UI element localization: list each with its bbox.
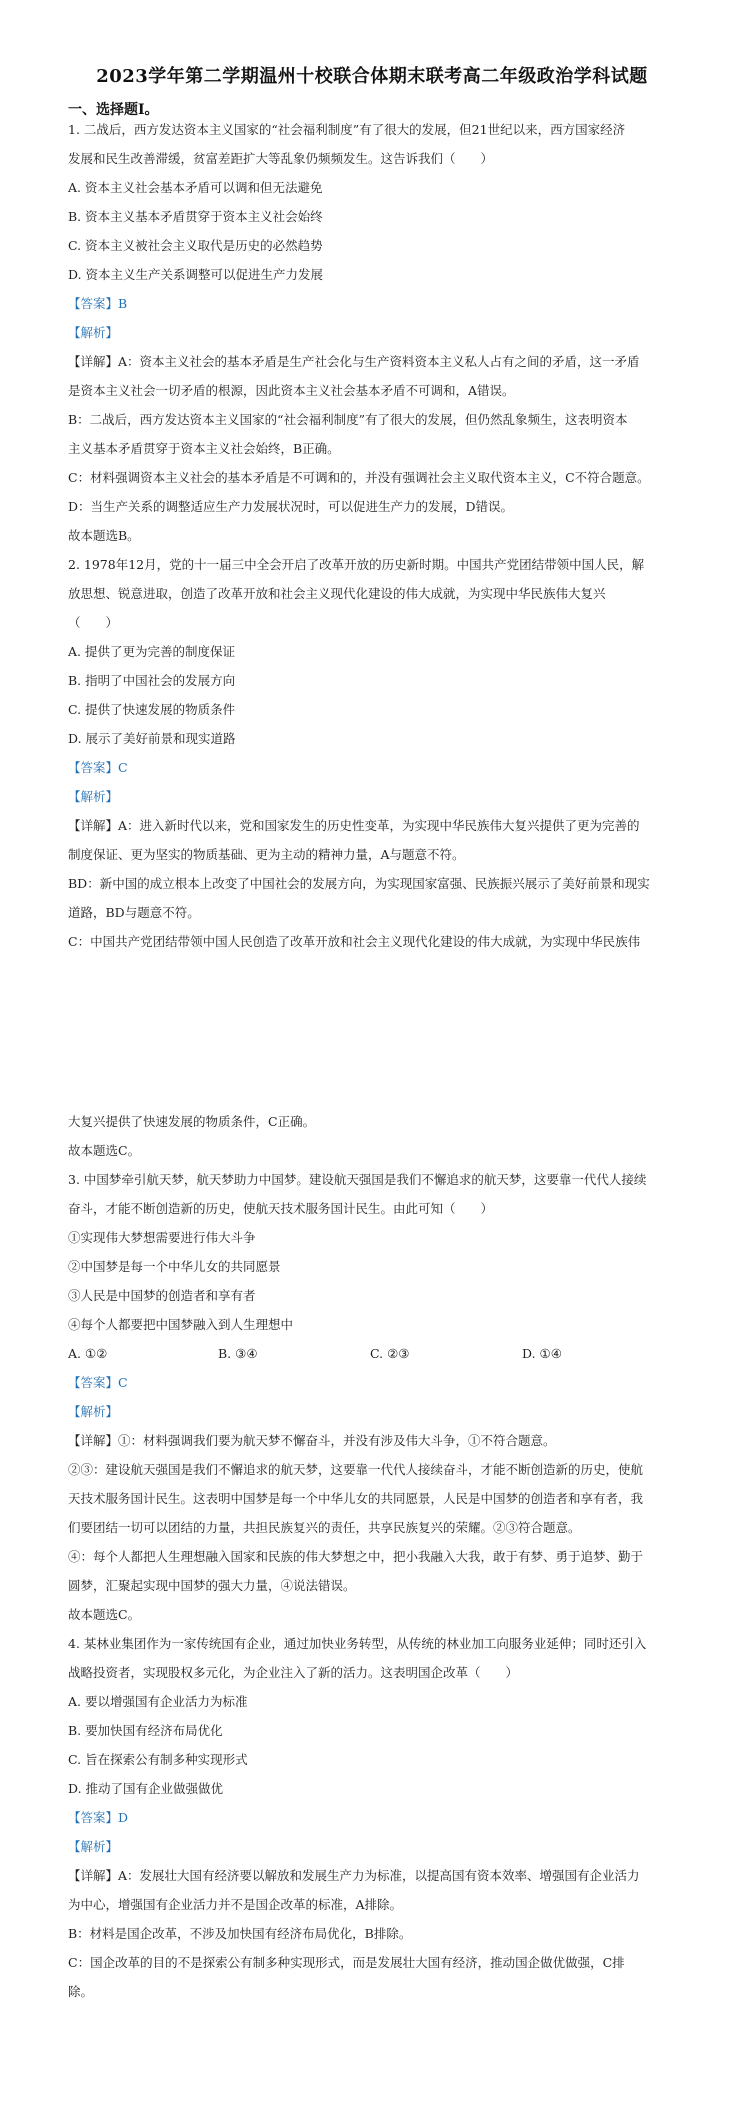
q3-stem-line: 奋斗，才能不断创造新的历史，使航天技术服务国计民生。由此可知（ ） bbox=[68, 1201, 494, 1216]
q4-stem-line: 战略投资者，实现股权多元化，为企业注入了新的活力。这表明国企改革（ ） bbox=[68, 1665, 519, 1680]
q1-detail-line: B：二战后，西方发达资本主义国家的“社会福利制度”有了很大的发展，但仍然乱象频生，这表明资本 bbox=[68, 412, 628, 427]
q3-option-b: B. ③④ bbox=[218, 1346, 258, 1361]
q3-option-c: C. ②③ bbox=[370, 1346, 410, 1361]
q2-conclusion: 故本题选C。 bbox=[68, 1143, 141, 1158]
q1-option-c: C. 资本主义被社会主义取代是历史的必然趋势 bbox=[68, 238, 323, 253]
q1-option-b: B. 资本主义基本矛盾贯穿于资本主义社会始终 bbox=[68, 209, 323, 224]
q3-option-a: A. ①② bbox=[68, 1346, 108, 1361]
q3-detail-line: ④：每个人都把人生理想融入国家和民族的伟大梦想之中，把小我融入大我，敢于有梦、勇于追梦、勤于 bbox=[68, 1549, 644, 1564]
q2-detail-line: 大复兴提供了快速发展的物质条件，C正确。 bbox=[68, 1114, 316, 1129]
q3-conclusion: 故本题选C。 bbox=[68, 1607, 141, 1622]
q2-stem-line: 2. 1978年12月，党的十一届三中全会开启了改革开放的历史新时期。中国共产党团结带领中国人民，解 bbox=[68, 557, 645, 572]
q1-stem-line: 1. 二战后，西方发达资本主义国家的“社会福利制度”有了很大的发展，但21世纪以来，西方国家经济 bbox=[68, 122, 626, 137]
page-title: 2023学年第二学期温州十校联合体期末联考高二年级政治学科试题 bbox=[96, 66, 648, 87]
q3-answer: 【答案】C bbox=[68, 1375, 128, 1390]
q2-answer: 【答案】C bbox=[68, 760, 128, 775]
q2-analysis-label: 【解析】 bbox=[68, 789, 119, 804]
q4-detail-line: 除。 bbox=[68, 1984, 94, 1999]
q2-detail-line: BD：新中国的成立根本上改变了中国社会的发展方向，为实现国家富强、民族振兴展示了美好前景和现实 bbox=[68, 876, 650, 891]
q3-option-d: D. ①④ bbox=[522, 1346, 562, 1361]
q3-detail-line: 【详解】①：材料强调我们要为航天梦不懈奋斗，并没有涉及伟大斗争，①不符合题意。 bbox=[68, 1433, 556, 1448]
q1-conclusion: 故本题选B。 bbox=[68, 528, 140, 543]
q2-detail-line: 【详解】A：进入新时代以来，党和国家发生的历史性变革，为实现中华民族伟大复兴提供了更为完善的 bbox=[68, 818, 640, 833]
q1-option-d: D. 资本主义生产关系调整可以促进生产力发展 bbox=[68, 267, 324, 282]
q1-detail-line: 是资本主义社会一切矛盾的根源，因此资本主义社会基本矛盾不可调和，A错误。 bbox=[68, 383, 515, 398]
q4-analysis-label: 【解析】 bbox=[68, 1839, 119, 1854]
q4-option-b: B. 要加快国有经济布局优化 bbox=[68, 1723, 223, 1738]
section-heading: 一、选择题Ⅰ。 bbox=[68, 102, 159, 118]
q4-option-a: A. 要以增强国有企业活力为标准 bbox=[68, 1694, 248, 1709]
q4-option-d: D. 推动了国有企业做强做优 bbox=[68, 1781, 224, 1796]
q4-option-c: C. 旨在探索公有制多种实现形式 bbox=[68, 1752, 248, 1767]
q2-detail-line: C：中国共产党团结带领中国人民创造了改革开放和社会主义现代化建设的伟大成就，为实现中华民族伟 bbox=[68, 934, 641, 949]
q3-stem-line: 3. 中国梦牵引航天梦，航天梦助力中国梦。建设航天强国是我们不懈追求的航天梦，这要靠一代代人接续 bbox=[68, 1172, 647, 1187]
q4-detail-line: B：材料是国企改革，不涉及加快国有经济布局优化，B排除。 bbox=[68, 1926, 412, 1941]
q4-detail-line: C：国企改革的目的不是探索公有制多种实现形式，而是发展壮大国有经济，推动国企做优做强，C排 bbox=[68, 1955, 625, 1970]
q2-option-c: C. 提供了快速发展的物质条件 bbox=[68, 702, 236, 717]
q3-analysis-label: 【解析】 bbox=[68, 1404, 119, 1419]
q2-detail-line: 道路，BD与题意不符。 bbox=[68, 905, 200, 920]
q3-item: ②中国梦是每一个中华儿女的共同愿景 bbox=[68, 1259, 281, 1274]
q3-detail-line: 天技术服务国计民生。这表明中国梦是每一个中华儿女的共同愿景，人民是中国梦的创造者和享有者，我 bbox=[68, 1491, 644, 1506]
q2-option-b: B. 指明了中国社会的发展方向 bbox=[68, 673, 236, 688]
q1-analysis-label: 【解析】 bbox=[68, 325, 119, 340]
q4-detail-line: 【详解】A：发展壮大国有经济要以解放和发展生产力为标准，以提高国有资本效率、增强国有企业活力 bbox=[68, 1868, 640, 1883]
q3-detail-line: ②③：建设航天强国是我们不懈追求的航天梦，这要靠一代代人接续奋斗，才能不断创造新的历史，使航 bbox=[68, 1462, 644, 1477]
q1-detail-line: 【详解】A：资本主义社会的基本矛盾是生产社会化与生产资料资本主义私人占有之间的矛盾，这一矛盾 bbox=[68, 354, 640, 369]
q4-stem-line: 4. 某林业集团作为一家传统国有企业，通过加快业务转型，从传统的林业加工向服务业延伸；同时还引入 bbox=[68, 1636, 647, 1651]
q1-answer: 【答案】B bbox=[68, 296, 128, 311]
q1-detail-line: D：当生产关系的调整适应生产力发展状况时，可以促进生产力的发展，D错误。 bbox=[68, 499, 514, 514]
q3-item: ④每个人都要把中国梦融入到人生理想中 bbox=[68, 1317, 294, 1332]
q1-detail-line: 主义基本矛盾贯穿于资本主义社会始终，B正确。 bbox=[68, 441, 340, 456]
q3-item: ①实现伟大梦想需要进行伟大斗争 bbox=[68, 1230, 256, 1245]
q2-stem-line: 放思想、锐意进取，创造了改革开放和社会主义现代化建设的伟大成就，为实现中华民族伟大复兴 bbox=[68, 586, 606, 601]
q3-detail-line: 圆梦，汇聚起实现中国梦的强大力量，④说法错误。 bbox=[68, 1578, 356, 1593]
q3-item: ③人民是中国梦的创造者和享有者 bbox=[68, 1288, 256, 1303]
q2-stem-line: （ ） bbox=[68, 615, 119, 630]
q4-detail-line: 为中心，增强国有企业活力并不是国企改革的标准，A排除。 bbox=[68, 1897, 403, 1912]
q2-option-a: A. 提供了更为完善的制度保证 bbox=[68, 644, 235, 659]
q1-stem-line: 发展和民生改善滞缓，贫富差距扩大等乱象仍频频发生。这告诉我们（ ） bbox=[68, 151, 494, 166]
q4-answer: 【答案】D bbox=[68, 1810, 129, 1825]
q1-detail-line: C：材料强调资本主义社会的基本矛盾是不可调和的，并没有强调社会主义取代资本主义，C不符合题意。 bbox=[68, 470, 650, 485]
q1-option-a: A. 资本主义社会基本矛盾可以调和但无法避免 bbox=[68, 180, 323, 195]
q3-detail-line: 们要团结一切可以团结的力量，共担民族复兴的责任，共享民族复兴的荣耀。②③符合题意。 bbox=[68, 1520, 581, 1535]
q2-detail-line: 制度保证、更为坚实的物质基础、更为主动的精神力量，A与题意不符。 bbox=[68, 847, 465, 862]
q2-option-d: D. 展示了美好前景和现实道路 bbox=[68, 731, 236, 746]
